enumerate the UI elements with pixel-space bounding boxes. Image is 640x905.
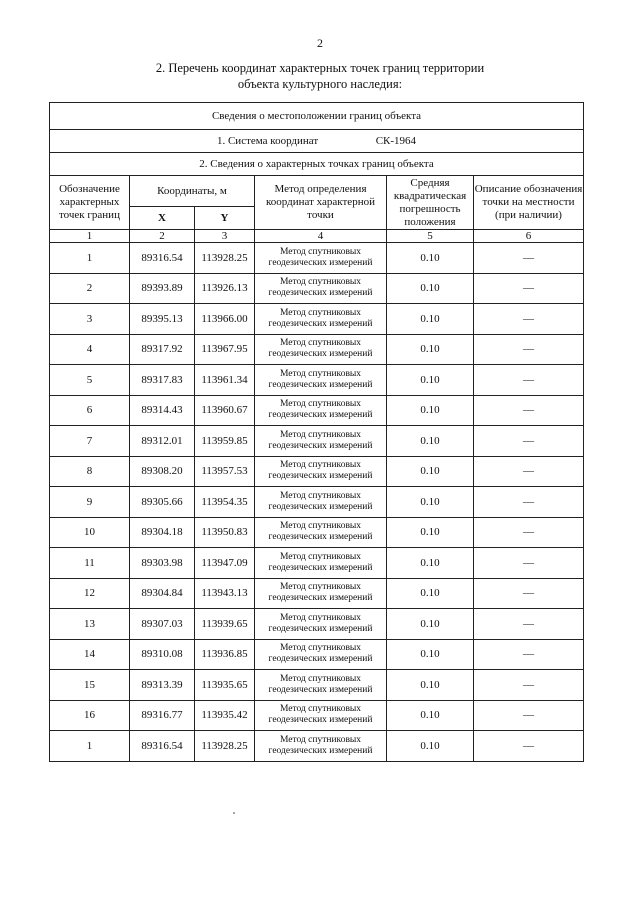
method-line-1: Метод спутниковых <box>279 429 362 440</box>
y-cell: 113947.09 <box>195 548 255 579</box>
description-cell: — <box>474 700 584 731</box>
point-cell: 2 <box>50 273 130 304</box>
table-row <box>50 517 584 548</box>
x-cell: 89313.39 <box>130 670 195 701</box>
table-row <box>50 670 584 701</box>
precision-cell: 0.10 <box>387 639 474 670</box>
point-cell: 11 <box>50 548 130 579</box>
precision-cell: 0.10 <box>387 670 474 701</box>
x-cell: 89305.66 <box>130 487 195 518</box>
header-description: Описание обозначения точки на местности (при наличии) <box>474 176 584 230</box>
point-cell: 3 <box>50 304 130 335</box>
method-line-1: Метод спутниковых <box>279 368 362 379</box>
description-cell: — <box>474 517 584 548</box>
precision-cell: 0.10 <box>387 395 474 426</box>
header-precision: Средняя квадратическая погрешность положения <box>387 176 474 230</box>
table-row <box>50 700 584 731</box>
table-row <box>50 395 584 426</box>
table-row <box>50 578 584 609</box>
method-cell <box>255 548 387 579</box>
description-cell: — <box>474 639 584 670</box>
header-y: Y <box>195 207 255 230</box>
method-cell <box>255 304 387 335</box>
method-line-2: геодезических измерений <box>268 684 373 695</box>
point-cell: 8 <box>50 456 130 487</box>
y-cell: 113967.95 <box>195 334 255 365</box>
method-cell <box>255 334 387 365</box>
y-cell: 113957.53 <box>195 456 255 487</box>
precision-cell: 0.10 <box>387 517 474 548</box>
header-method: Метод определения координат характерной точки <box>255 176 387 230</box>
y-cell: 113939.65 <box>195 609 255 640</box>
method-line-2: геодезических измерений <box>268 257 373 268</box>
method-line-1: Метод спутниковых <box>279 399 362 410</box>
point-cell: 16 <box>50 700 130 731</box>
y-cell: 113961.34 <box>195 365 255 396</box>
precision-cell: 0.10 <box>387 456 474 487</box>
table-row <box>50 304 584 335</box>
column-number: 6 <box>474 230 584 243</box>
method-line-2: геодезических измерений <box>268 593 373 604</box>
method-line-2: геодезических измерений <box>268 318 373 329</box>
method-cell <box>255 487 387 518</box>
method-cell <box>255 609 387 640</box>
description-cell: — <box>474 243 584 274</box>
precision-cell: 0.10 <box>387 426 474 457</box>
table-row <box>50 731 584 762</box>
x-cell: 89395.13 <box>130 304 195 335</box>
header-coordinates: Координаты, м <box>130 176 255 207</box>
y-cell: 113960.67 <box>195 395 255 426</box>
method-cell <box>255 395 387 426</box>
description-cell: — <box>474 365 584 396</box>
method-line-1: Метод спутниковых <box>279 521 362 532</box>
method-cell <box>255 578 387 609</box>
header-x: X <box>130 207 195 230</box>
header-row-1 <box>50 176 584 207</box>
table-row <box>50 334 584 365</box>
point-cell: 6 <box>50 395 130 426</box>
precision-cell: 0.10 <box>387 334 474 365</box>
method-line-1: Метод спутниковых <box>279 704 362 715</box>
x-cell: 89316.54 <box>130 243 195 274</box>
point-cell: 14 <box>50 639 130 670</box>
description-cell: — <box>474 426 584 457</box>
y-cell: 113966.00 <box>195 304 255 335</box>
method-cell <box>255 731 387 762</box>
section-header: Сведения о местоположении границ объекта <box>50 103 584 130</box>
precision-cell: 0.10 <box>387 548 474 579</box>
x-cell: 89312.01 <box>130 426 195 457</box>
description-cell: — <box>474 456 584 487</box>
precision-cell: 0.10 <box>387 304 474 335</box>
description-cell: — <box>474 487 584 518</box>
description-cell: — <box>474 395 584 426</box>
table-row <box>50 456 584 487</box>
x-cell: 89314.43 <box>130 395 195 426</box>
method-line-2: геодезических измерений <box>268 440 373 451</box>
coordinates-table <box>49 102 584 762</box>
x-cell: 89317.83 <box>130 365 195 396</box>
x-cell: 89304.84 <box>130 578 195 609</box>
x-cell: 89308.20 <box>130 456 195 487</box>
method-line-1: Метод спутниковых <box>279 582 362 593</box>
method-cell <box>255 365 387 396</box>
point-cell: 1 <box>50 243 130 274</box>
coord-system-value: СК-1964 <box>375 135 417 147</box>
precision-cell: 0.10 <box>387 578 474 609</box>
method-line-1: Метод спутниковых <box>279 734 362 745</box>
description-cell: — <box>474 670 584 701</box>
y-cell: 113954.35 <box>195 487 255 518</box>
table-row <box>50 548 584 579</box>
y-cell: 113928.25 <box>195 731 255 762</box>
point-cell: 7 <box>50 426 130 457</box>
precision-cell: 0.10 <box>387 609 474 640</box>
title-line-1: 2. Перечень координат характерных точек границ территории <box>155 61 485 75</box>
precision-cell: 0.10 <box>387 731 474 762</box>
points-section-label: 2. Сведения о характерных точках границ объекта <box>50 153 584 176</box>
method-cell <box>255 639 387 670</box>
method-line-2: геодезических измерений <box>268 471 373 482</box>
method-line-2: геодезических измерений <box>268 501 373 512</box>
precision-cell: 0.10 <box>387 365 474 396</box>
point-cell: 5 <box>50 365 130 396</box>
method-line-1: Метод спутниковых <box>279 673 362 684</box>
title-line-2: объекта культурного наследия: <box>237 77 403 91</box>
table-row <box>50 639 584 670</box>
point-cell: 9 <box>50 487 130 518</box>
coord-system-label: 1. Система координат <box>216 135 319 147</box>
method-cell <box>255 670 387 701</box>
method-line-2: геодезических измерений <box>268 410 373 421</box>
point-cell: 10 <box>50 517 130 548</box>
method-cell <box>255 456 387 487</box>
header-designation: Обозначение характерных точек границ <box>50 176 130 230</box>
description-cell: — <box>474 273 584 304</box>
method-cell <box>255 700 387 731</box>
method-line-2: геодезических измерений <box>268 623 373 634</box>
method-line-2: геодезических измерений <box>268 288 373 299</box>
section-header-row <box>50 103 584 130</box>
x-cell: 89307.03 <box>130 609 195 640</box>
table-row <box>50 426 584 457</box>
y-cell: 113950.83 <box>195 517 255 548</box>
method-line-1: Метод спутниковых <box>279 246 362 257</box>
page-number: 2 <box>317 36 323 50</box>
table-row <box>50 609 584 640</box>
method-cell <box>255 426 387 457</box>
method-line-1: Метод спутниковых <box>279 490 362 501</box>
method-cell <box>255 243 387 274</box>
x-cell: 89316.77 <box>130 700 195 731</box>
column-number: 3 <box>195 230 255 243</box>
method-line-1: Метод спутниковых <box>279 307 362 318</box>
x-cell: 89304.18 <box>130 517 195 548</box>
x-cell: 89316.54 <box>130 731 195 762</box>
y-cell: 113943.13 <box>195 578 255 609</box>
precision-cell: 0.10 <box>387 700 474 731</box>
method-line-2: геодезических измерений <box>268 654 373 665</box>
method-line-2: геодезических измерений <box>268 562 373 573</box>
x-cell: 89393.89 <box>130 273 195 304</box>
y-cell: 113936.85 <box>195 639 255 670</box>
method-line-2: геодезических измерений <box>268 532 373 543</box>
y-cell: 113959.85 <box>195 426 255 457</box>
method-line-1: Метод спутниковых <box>279 612 362 623</box>
method-line-2: геодезических измерений <box>268 349 373 360</box>
y-cell: 113928.25 <box>195 243 255 274</box>
method-line-1: Метод спутниковых <box>279 643 362 654</box>
column-number: 2 <box>130 230 195 243</box>
method-line-2: геодезических измерений <box>268 379 373 390</box>
column-number: 1 <box>50 230 130 243</box>
column-number-row <box>50 230 584 243</box>
coord-system-cell <box>50 130 584 153</box>
column-number: 5 <box>387 230 474 243</box>
table-row <box>50 243 584 274</box>
table-row <box>50 365 584 396</box>
description-cell: — <box>474 578 584 609</box>
method-line-2: геодезических измерений <box>268 715 373 726</box>
method-cell <box>255 517 387 548</box>
table-row <box>50 273 584 304</box>
description-cell: — <box>474 334 584 365</box>
scan-speck <box>233 812 235 814</box>
document-title <box>0 60 640 92</box>
x-cell: 89310.08 <box>130 639 195 670</box>
point-cell: 13 <box>50 609 130 640</box>
description-cell: — <box>474 731 584 762</box>
description-cell: — <box>474 548 584 579</box>
points-section-row <box>50 153 584 176</box>
precision-cell: 0.10 <box>387 487 474 518</box>
method-line-1: Метод спутниковых <box>279 460 362 471</box>
table-row <box>50 487 584 518</box>
precision-cell: 0.10 <box>387 243 474 274</box>
description-cell: — <box>474 304 584 335</box>
point-cell: 12 <box>50 578 130 609</box>
method-cell <box>255 273 387 304</box>
y-cell: 113935.42 <box>195 700 255 731</box>
point-cell: 4 <box>50 334 130 365</box>
method-line-2: геодезических измерений <box>268 745 373 756</box>
description-cell: — <box>474 609 584 640</box>
method-line-1: Метод спутниковых <box>279 551 362 562</box>
point-cell: 15 <box>50 670 130 701</box>
x-cell: 89303.98 <box>130 548 195 579</box>
x-cell: 89317.92 <box>130 334 195 365</box>
method-line-1: Метод спутниковых <box>279 338 362 349</box>
method-line-1: Метод спутниковых <box>279 277 362 288</box>
y-cell: 113926.13 <box>195 273 255 304</box>
column-number: 4 <box>255 230 387 243</box>
y-cell: 113935.65 <box>195 670 255 701</box>
precision-cell: 0.10 <box>387 273 474 304</box>
point-cell: 1 <box>50 731 130 762</box>
coord-system-row <box>50 130 584 153</box>
